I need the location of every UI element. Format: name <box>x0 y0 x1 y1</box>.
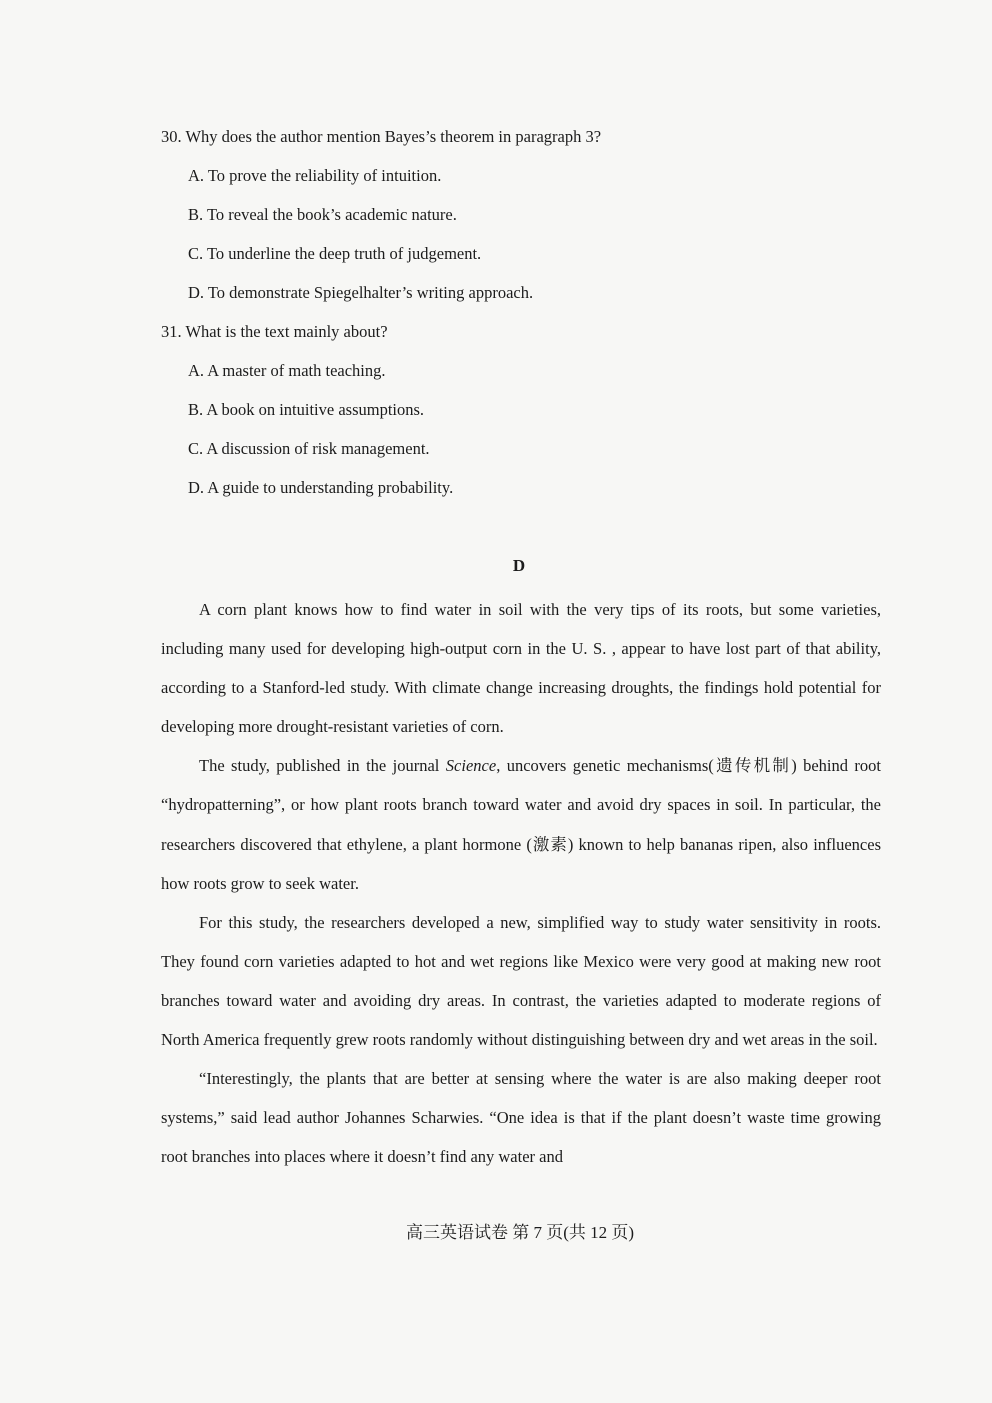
paragraph-text: The study, published in the journal <box>199 756 446 776</box>
passage-paragraph-1: A corn plant knows how to find water in soil with the very tips of its roots, but some varieties, including many used for developing high-output corn in the U. S. , appear to have lost part of that ability, according to a Stanford-led study. With climate change increasing droughts, the findings hold potential for developing more drought-resistant varieties of corn. <box>161 600 881 737</box>
page-footer: 高三英语试卷 第 7 页(共 12 页) <box>405 1223 635 1242</box>
reading-passage <box>161 590 881 1176</box>
passage-paragraph-3: For this study, the researchers developed a new, simplified way to study water sensitivity in roots. They found corn varieties adapted to hot and wet regions like Mexico were very good at making new root branches toward water and avoiding dry areas. In contrast, the varieties adapted to moderate regions of North America frequently grew roots randomly without distinguishing between dry and wet areas in the soil. <box>161 912 881 1050</box>
question-stem: 30. Why does the author mention Bayes’s theorem in paragraph 3? <box>161 127 602 146</box>
option-b: B. To reveal the book’s academic nature. <box>188 205 457 224</box>
option-c: C. To underline the deep truth of judgement. <box>188 244 482 263</box>
section-heading: D <box>512 556 526 575</box>
option-d: D. To demonstrate Spiegelhalter’s writing approach. <box>188 283 534 302</box>
passage-paragraph-2 <box>161 746 881 902</box>
question-stem: 31. What is the text mainly about? <box>161 322 388 341</box>
journal-title: Science <box>445 756 497 776</box>
option-d: D. A guide to understanding probability. <box>188 478 454 497</box>
option-b: B. A book on intuitive assumptions. <box>188 400 425 419</box>
passage-paragraph-4: “Interestingly, the plants that are better at sensing where the water is are also making deeper root systems,” said lead author Johannes Scharwies. “One idea is that if the plant doesn’t waste time growing root branches into places where it doesn’t find any water and <box>161 1069 881 1167</box>
option-c: C. A discussion of risk management. <box>188 439 430 458</box>
paragraph-text: , uncovers genetic mechanisms(遗传机制) behind root “hydropatterning”, or how plant roots branch toward water and avoid dry spaces in soil. In particular, the researchers discovered that ethylene, a plant hormone (激素) known to help bananas ripen, also influences how roots grow to seek water. <box>161 756 881 893</box>
option-a: A. A master of math teaching. <box>188 361 386 380</box>
option-a: A. To prove the reliability of intuition. <box>188 166 442 185</box>
